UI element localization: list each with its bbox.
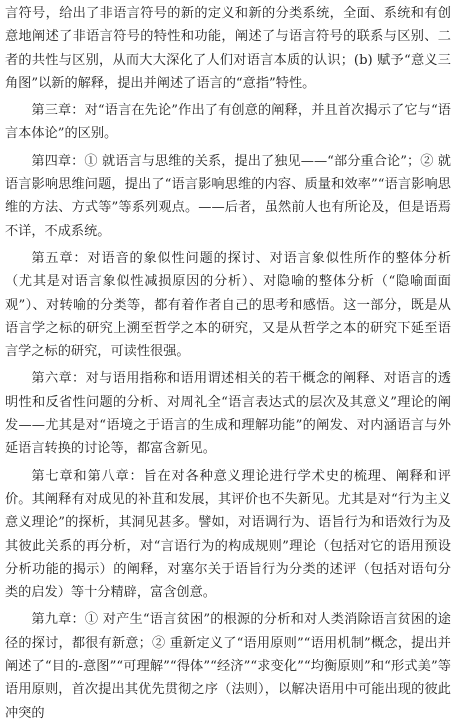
paragraph-chapter-four: 第四章：① 就语言与思维的关系，提出了独见——“部分重合论”；② 就语言影响思维问题，提出了“语言影响思维的内容、质量和效率”“语言影响思维的方法、方式等”等系列观点。——后者，虽然前人也有所论及，但是语焉不详，不成系统。: [5, 153, 451, 239]
paragraph-chapter-three: 第三章：对“语言在先论”作出了有创意的阐释，并且首次揭示了它与“语言本体论”的区别。: [5, 103, 451, 142]
paragraph-chapter-five: 第五章：对语音的象似性问题的探讨、对语言象似性所作的整体分析（尤其是对语言象似性减损原因的分析）、对隐喻的整体分析（“隐喻面面观”）、对转喻的分类等，都有着作者自己的思考和感悟。这一部分，既是从语言学之标的研究上溯至哲学之本的研究，又是从哲学之本的研究下延至语言学之标的研究，可读性很强。: [5, 250, 451, 360]
paragraph-chapter-six: 第六章：对与语用指称和语用谓述相关的若干概念的阐释、对语言的透明性和反省性问题的分析、对周礼全“语言表达式的层次及其意义”理论的阐发——尤其是对“语境之于语言的生成和理解功能”的阐发、对内涵语言与外延语言转换的讨论等，都富含新见。: [5, 371, 451, 457]
paragraph-chapter-nine: 第九章：① 对产生“语言贫困”的根源的分析和对人类消除语言贫困的途径的探讨，都很有新意；② 重新定义了“语用原则”“语用机制”概念，提出并阐述了“目的-意图”“可理解”“得体”“经济”“求变化”“均衡原则”和“形式美”等语用原则，首次提出其优先贯彻之序（法则），以解决语用中可能出现的彼此冲突的: [5, 612, 451, 721]
paragraph-chapter-seven-eight: 第七章和第八章：旨在对各种意义理论进行学术史的梳理、阐释和评价。其阐释有对成见的补苴和发展，其评价也不失新见。尤其是对“行为主义意义理论”的探析，其洞见甚多。譬如，对语调行为、语旨行为和语效行为及其彼此关系的再分析，对“言语行为的构成规则”理论（包括对它的语用预设分析功能的揭示）的阐释，对塞尔关于语旨行为分类的述评（包括对语句分类的启发）等十分精辟，富含创意。: [5, 468, 451, 601]
document-page: [5, 2, 451, 725]
paragraph-chapter-two-continued: 言符号，给出了非语言符号的新的定义和新的分类系统，全面、系统和有创意地阐述了非语言符号的特性和功能，阐述了与语言符号的联系与区别、二者的共性与区别，从而大大深化了人们对语言本质的认识；(b) 赋予“意义三角图”以新的解释，提出并阐述了语言的“意指”特性。: [5, 6, 451, 91]
